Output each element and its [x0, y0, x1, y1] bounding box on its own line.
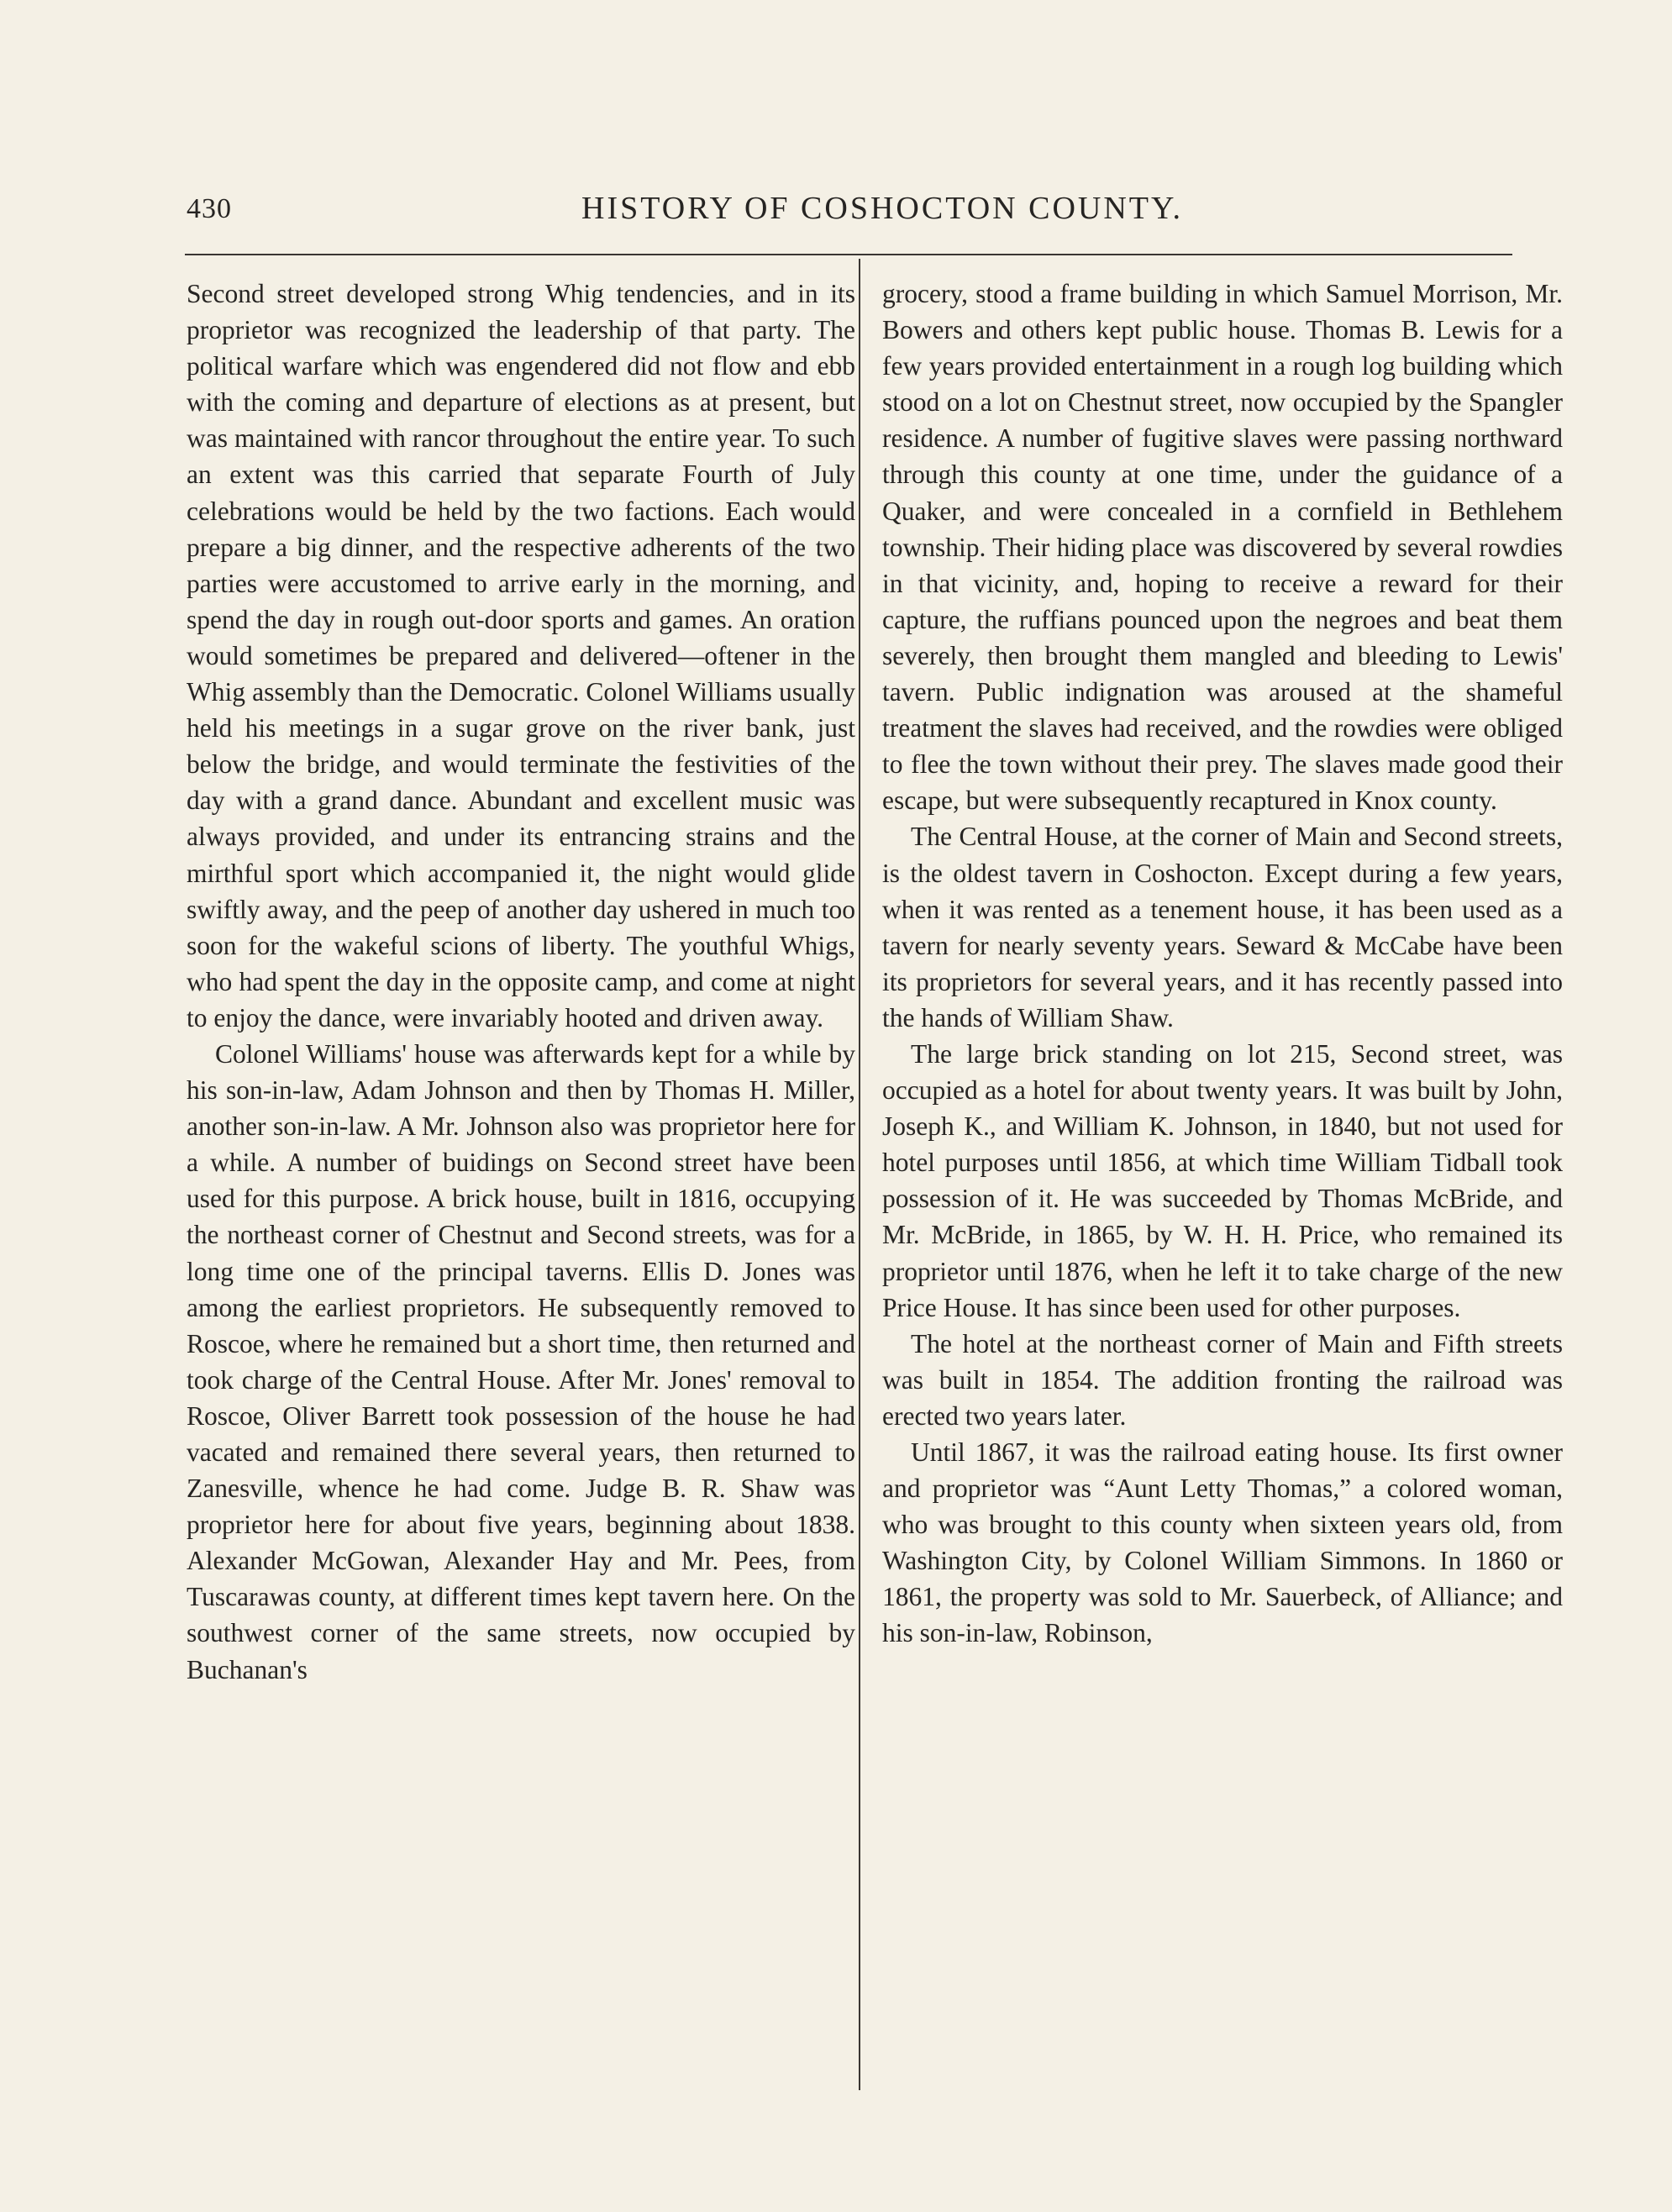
- right-column: [882, 276, 1563, 1652]
- paragraph: The Central House, at the corner of Main and Second streets, is the oldest tavern in Coshocton. Except during a few years, when it was rented as a tenement house, it has been used as a tavern for nearly seventy years. Seward & McCabe have been its proprietors for several years, and it has recently passed into the hands of William Shaw.: [882, 822, 1563, 1032]
- page-header: [187, 187, 1511, 237]
- running-title: HISTORY OF COSHOCTON COUNTY.: [581, 191, 1184, 226]
- paragraph: The hotel at the northeast corner of Main and Fifth streets was built in 1854. The addition fronting the railroad was erected two years later.: [882, 1328, 1563, 1431]
- header-rule: [185, 254, 1512, 255]
- column-divider: [859, 259, 860, 2090]
- paragraph: Until 1867, it was the railroad eating house. Its first owner and proprietor was “Aunt Letty Thomas,” a colored woman, who was brought to this county when sixteen years old, from Washington City, by Colonel William Simmons. In 1860 or 1861, the property was sold to Mr. Sauerbeck, of Alliance; and his son-in-law, Robinson,: [882, 1437, 1563, 1648]
- paragraph: grocery, stood a frame building in which Samuel Morrison, Mr. Bowers and others kept public house. Thomas B. Lewis for a few years provided entertainment in a rough log building which stood on a lot on Chestnut street, now occupied by the Spangler residence. A number of fugitive slaves were passing northward through this county at one time, under the guidance of a Quaker, and were concealed in a cornfield in Bethlehem township. Their hiding place was discovered by several rowdies in that vicinity, and, hoping to receive a reward for their capture, the ruffians pounced upon the negroes and beat them severely, then brought them mangled and bleeding to Lewis' tavern. Public indignation was aroused at the shameful treatment the slaves had received, and the rowdies were obliged to flee the town without their prey. The slaves made good their escape, but were subsequently recaptured in Knox county.: [882, 279, 1563, 816]
- page-number: 430: [187, 193, 232, 224]
- paragraph: The large brick standing on lot 215, Second street, was occupied as a hotel for about twenty years. It was built by John, Joseph K., and William K. Johnson, in 1840, but not used for hotel purposes until 1856, at which time William Tidball took possession of it. He was succeeded by Thomas McBride, and Mr. McBride, in 1865, by W. H. H. Price, who remained its proprietor until 1876, when he left it to take charge of the new Price House. It has since been used for other purposes.: [882, 1038, 1563, 1322]
- paragraph: Second street developed strong Whig tendencies, and in its proprietor was recognized the leadership of that party. The political warfare which was engendered did not flow and ebb with the coming and departure of elections as at present, but was maintained with rancor throughout the entire year. To such an extent was this carried that separate Fourth of July celebrations would be held by the two factions. Each would prepare a big dinner, and the respective adherents of the two parties were accustomed to arrive early in the morning, and spend the day in rough out-door sports and games. An oration would sometimes be prepared and delivered—oftener in the Whig assembly than the Democratic. Colonel Williams usually held his meetings in a sugar grove on the river bank, just below the bridge, and would terminate the festivities of the day with a grand dance. Abundant and excellent music was always provided, and under its entrancing strains and the mirthful sport which accompanied it, the night would glide swiftly away, and the peep of another day ushered in much too soon for the wakeful scions of liberty. The youthful Whigs, who had spent the day in the opposite camp, and come at night to enjoy the dance, were invariably hooted and driven away.: [187, 279, 855, 1032]
- paragraph: Colonel Williams' house was afterwards kept for a while by his son-in-law, Adam Johnson and then by Thomas H. Miller, another son-in-law. A Mr. Johnson also was proprietor here for a while. A number of buidings on Second street have been used for this purpose. A brick house, built in 1816, occupying the northeast corner of Chestnut and Second streets, was for a long time one of the principal taverns. Ellis D. Jones was among the earliest proprietors. He subsequently removed to Roscoe, where he remained but a short time, then returned and took charge of the Central House. After Mr. Jones' removal to Roscoe, Oliver Barrett took possession of the house he had vacated and remained there several years, then returned to Zanesville, whence he had come. Judge B. R. Shaw was proprietor here for about five years, beginning about 1838. Alexander McGowan, Alexander Hay and Mr. Pees, from Tuscarawas county, at different times kept tavern here. On the southwest corner of the same streets, now occupied by Buchanan's: [187, 1038, 855, 1684]
- left-column: [187, 276, 855, 1688]
